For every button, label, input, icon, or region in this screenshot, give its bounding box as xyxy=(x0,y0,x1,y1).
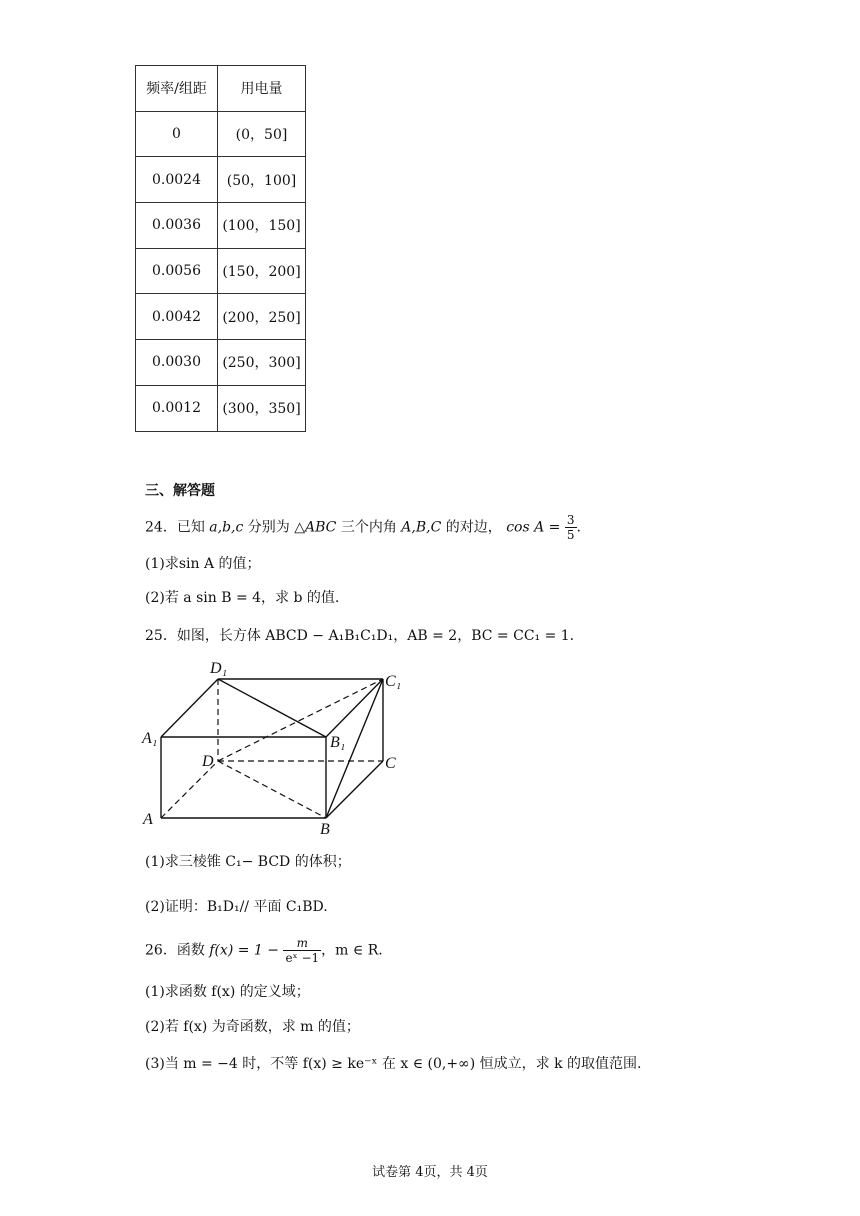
question-26-part-2: (2)若 f(x) 为奇函数，求 m 的值； xyxy=(145,1019,360,1035)
q24-sides: a,b,c xyxy=(209,519,244,536)
segment-D1B1 xyxy=(218,679,326,737)
q24-cos: cos A = xyxy=(506,519,561,536)
cell-range: (50，100] xyxy=(218,157,306,203)
table-row xyxy=(136,385,306,431)
vertex-label-B1: B₁ xyxy=(330,734,346,751)
vertex-label-B: B xyxy=(320,821,330,838)
section-title: 三、解答题 xyxy=(145,483,215,499)
frequency-table xyxy=(135,65,306,432)
cell-frequency: 0.0042 xyxy=(136,294,218,340)
vertex-label-D: D xyxy=(202,753,214,770)
cuboid-figure xyxy=(140,655,410,840)
q24-angles: A,B,C xyxy=(401,519,442,536)
cell-frequency: 0 xyxy=(136,111,218,157)
cell-frequency: 0.0030 xyxy=(136,340,218,386)
cell-frequency: 0.0024 xyxy=(136,157,218,203)
table-header-row xyxy=(136,66,306,112)
edge-BC xyxy=(326,761,383,818)
q24-triangle: △ABC xyxy=(294,519,337,536)
hidden-segment-DC1 xyxy=(218,679,383,761)
page-footer: 试卷第 4页，共 4页 xyxy=(372,1165,488,1180)
question-26-part-1: (1)求函数 f(x) 的定义域； xyxy=(145,984,310,1000)
q24-end: . xyxy=(576,519,581,536)
vertex-label-C: C xyxy=(385,755,396,772)
cell-range: (300，350] xyxy=(218,385,306,431)
table-row xyxy=(136,294,306,340)
hidden-segment-DB xyxy=(218,761,326,818)
cell-frequency: 0.0056 xyxy=(136,248,218,294)
q24-frac-num: 3 xyxy=(566,513,575,527)
table-row xyxy=(136,248,306,294)
question-25-stem: 25．如图，长方体 ABCD − A₁B₁C₁D₁，AB = 2，BC = CC₁ = 1. xyxy=(145,628,575,644)
table-row xyxy=(136,111,306,157)
cell-range: (150，200] xyxy=(218,248,306,294)
q24-text-1: 已知 xyxy=(176,519,205,536)
table-row xyxy=(136,203,306,249)
cell-range: (100，150] xyxy=(218,203,306,249)
cell-range: (0，50] xyxy=(218,111,306,157)
q26-text-1: 26．函数 xyxy=(145,942,205,959)
table-row xyxy=(136,157,306,203)
question-26-stem xyxy=(145,936,383,965)
q24-number: 24． xyxy=(145,519,177,536)
q24-text-4: 的对边， xyxy=(445,519,502,536)
edge-B1C1 xyxy=(326,679,383,737)
edge-A1D1 xyxy=(161,679,218,737)
question-24-stem xyxy=(145,513,581,542)
question-26-part-3: (3)当 m = −4 时，不等 f(x) ≥ ke⁻ˣ 在 x ∈ (0,+∞) 恒成立，求 k 的取值范围. xyxy=(145,1056,642,1072)
q24-fraction xyxy=(565,513,577,542)
q26-fraction xyxy=(283,936,321,965)
vertex-label-C1: C₁ xyxy=(385,673,402,690)
question-25-part-2: (2)证明：B₁D₁// 平面 C₁BD. xyxy=(145,899,328,915)
cell-range: (200，250] xyxy=(218,294,306,340)
cell-frequency: 0.0036 xyxy=(136,203,218,249)
header-frequency: 频率/组距 xyxy=(136,66,218,112)
q26-frac-den: eˣ −1 xyxy=(285,951,320,965)
question-24-part-1: (1)求sin A 的值； xyxy=(145,556,261,572)
header-electricity: 用电量 xyxy=(218,66,306,112)
q24-text-2: 分别为 xyxy=(247,519,290,536)
q26-function: f(x) = 1 − xyxy=(209,942,280,959)
q24-text-3: 三个内角 xyxy=(340,519,397,536)
vertex-label-A: A xyxy=(143,811,153,828)
table-row xyxy=(136,340,306,386)
cell-frequency: 0.0012 xyxy=(136,385,218,431)
q24-frac-den: 5 xyxy=(566,528,575,542)
vertex-label-D1: D₁ xyxy=(210,660,228,677)
cell-range: (250，300] xyxy=(218,340,306,386)
q26-text-2: ，m ∈ R. xyxy=(321,942,383,959)
vertex-label-A1: A₁ xyxy=(142,730,158,747)
q26-frac-num: m xyxy=(283,936,321,951)
question-25-part-1: (1)求三棱锥 C₁− BCD 的体积； xyxy=(145,854,351,870)
question-24-part-2: (2)若 a sin B = 4，求 b 的值. xyxy=(145,590,340,606)
